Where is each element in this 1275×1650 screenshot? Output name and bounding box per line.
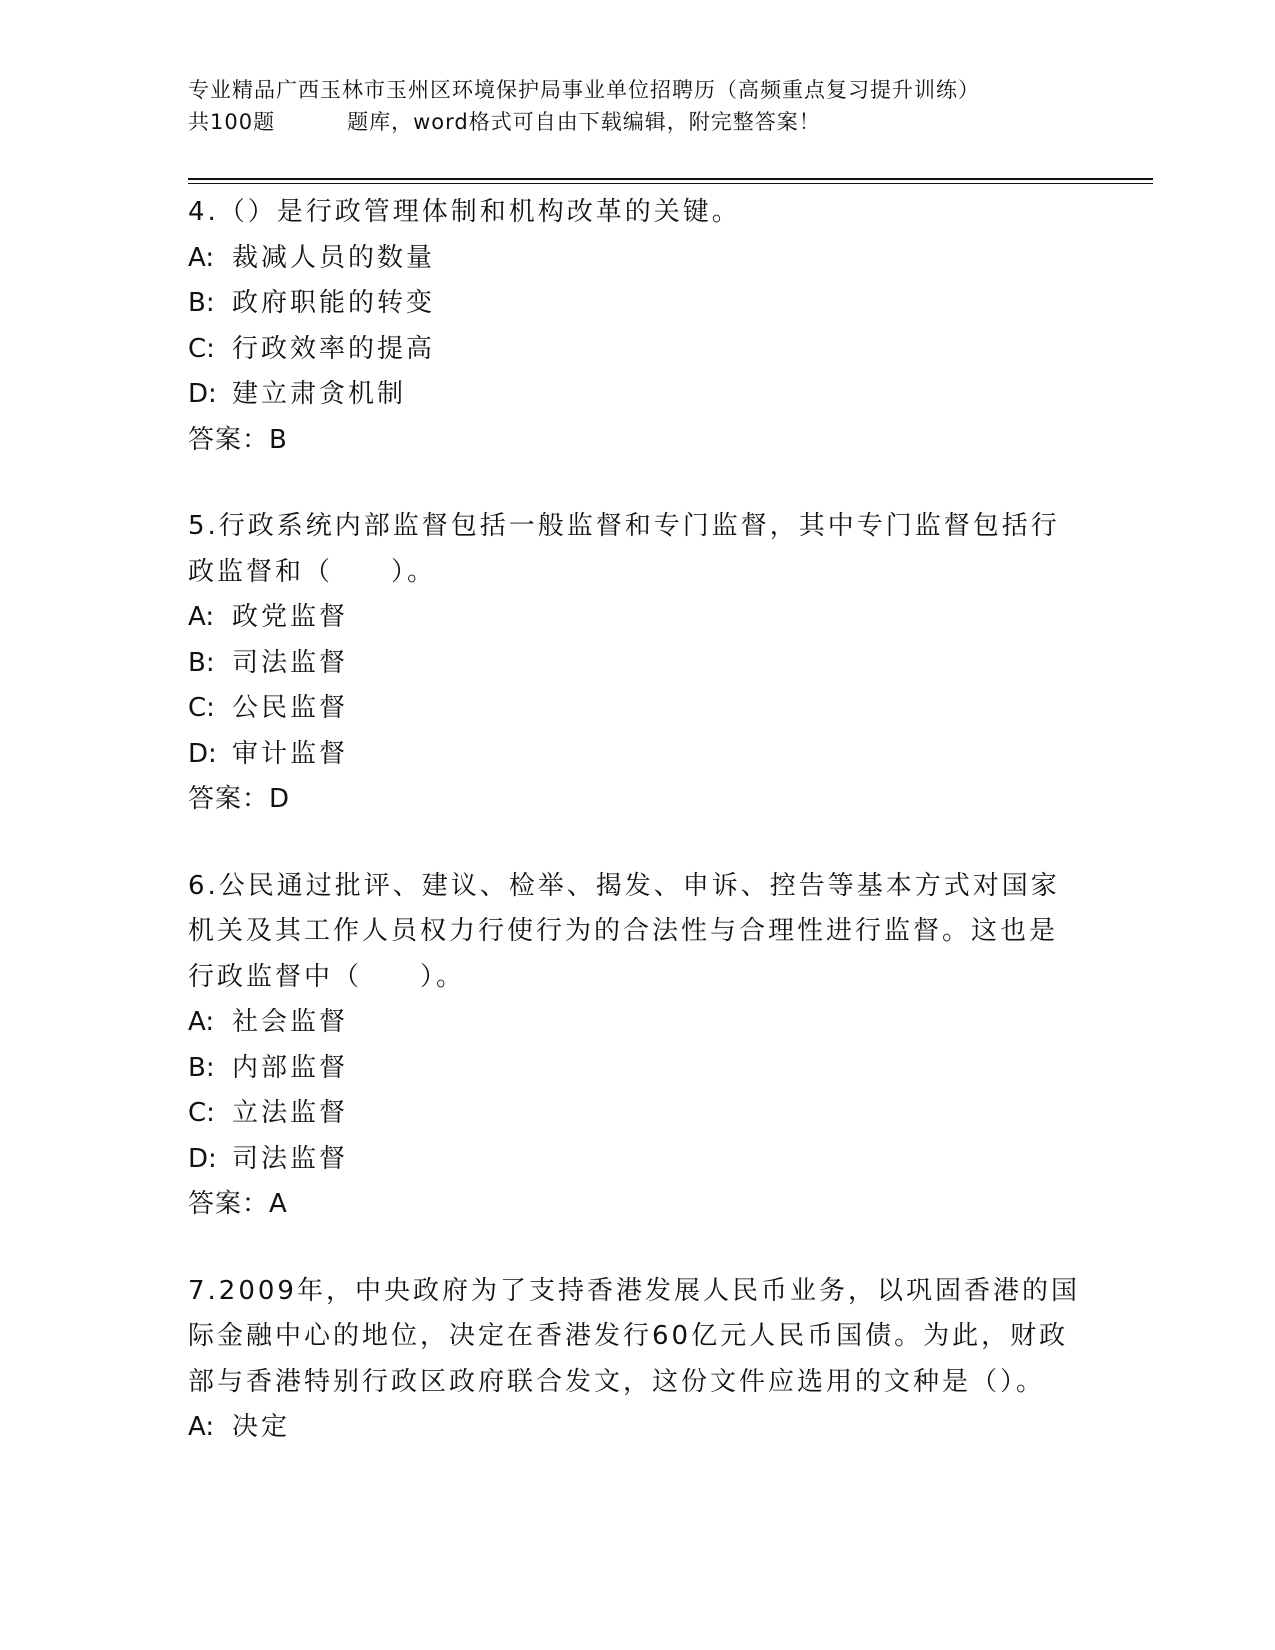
option-text: 政党监督 [232,602,349,632]
question-block [188,190,1088,463]
option-b [188,1046,1088,1092]
option-text: 建立肃贪机制 [232,379,407,409]
option-label: C: [188,1098,215,1128]
question-list [188,190,1088,1451]
question-block [188,1269,1088,1451]
option-d [188,1137,1088,1183]
answer-line: 答案：D [188,784,291,814]
question-text: 5.行政系统内部监督包括一般监督和专门监督，其中专门监督包括行 [188,511,1060,541]
option-text: 决定 [232,1412,291,1442]
header-description: 题库，word格式可自由下载编辑，附完整答案！ [347,110,821,134]
option-label: B: [188,1052,215,1083]
option-text: 裁减人员的数量 [232,242,436,273]
option-label: D: [188,738,217,769]
answer-line: 答案：A [188,1189,288,1219]
option-c [188,1091,1088,1137]
option-label: B: [188,647,215,678]
option-label: D: [188,379,217,409]
header-title-line: 专业精品广西玉林市玉州区环境保护局事业单位招聘历（高频重点复习提升训练） [188,78,980,102]
option-text: 司法监督 [232,1143,349,1174]
question-text: 行政监督中（ ）。 [188,961,466,992]
option-text: 立法监督 [232,1098,349,1128]
option-a [188,595,1088,641]
option-text: 公民监督 [232,693,349,723]
option-a [188,236,1088,282]
header-divider-thick [188,178,1153,180]
question-text: 机关及其工作人员权力行使行为的合法性与合理性进行监督。这也是 [188,916,1059,946]
option-label: C: [188,693,215,723]
question-text: 政监督和（ ）。 [188,556,437,587]
option-a [188,1000,1088,1046]
option-label: B: [188,288,215,318]
option-b [188,281,1088,327]
option-label: C: [188,333,215,364]
header-subtitle-line [188,106,1088,138]
question-block [188,504,1088,823]
question-count: 共100题 [188,110,276,134]
option-label: A: [188,602,215,632]
option-text: 内部监督 [232,1052,349,1083]
document-header [188,74,1088,138]
option-label: A: [188,1007,215,1037]
option-d [188,732,1088,778]
question-text: 际金融中心的地位，决定在香港发行60亿元人民币国债。为此，财政 [188,1321,1069,1351]
question-text: 6.公民通过批评、建议、检举、揭发、申诉、控告等基本方式对国家 [188,870,1060,901]
question-text: 部与香港特别行政区政府联合发文，这份文件应选用的文种是（）。 [188,1366,1046,1397]
option-text: 审计监督 [232,738,349,769]
header-divider-thin [188,183,1153,184]
option-label: A: [188,1412,215,1442]
option-c [188,327,1088,373]
option-text: 政府职能的转变 [232,288,436,318]
option-label: D: [188,1143,217,1174]
option-text: 行政效率的提高 [232,333,436,364]
answer-line: 答案：B [188,424,288,455]
option-text: 司法监督 [232,647,349,678]
option-d [188,372,1088,418]
question-text: 7.2009年，中央政府为了支持香港发展人民币业务，以巩固香港的国 [188,1275,1080,1306]
question-block [188,864,1088,1228]
option-c [188,686,1088,732]
option-a [188,1405,1088,1451]
option-b [188,641,1088,687]
question-text: 4.（）是行政管理体制和机构改革的关键。 [188,197,741,227]
option-text: 社会监督 [232,1007,349,1037]
option-label: A: [188,242,215,273]
